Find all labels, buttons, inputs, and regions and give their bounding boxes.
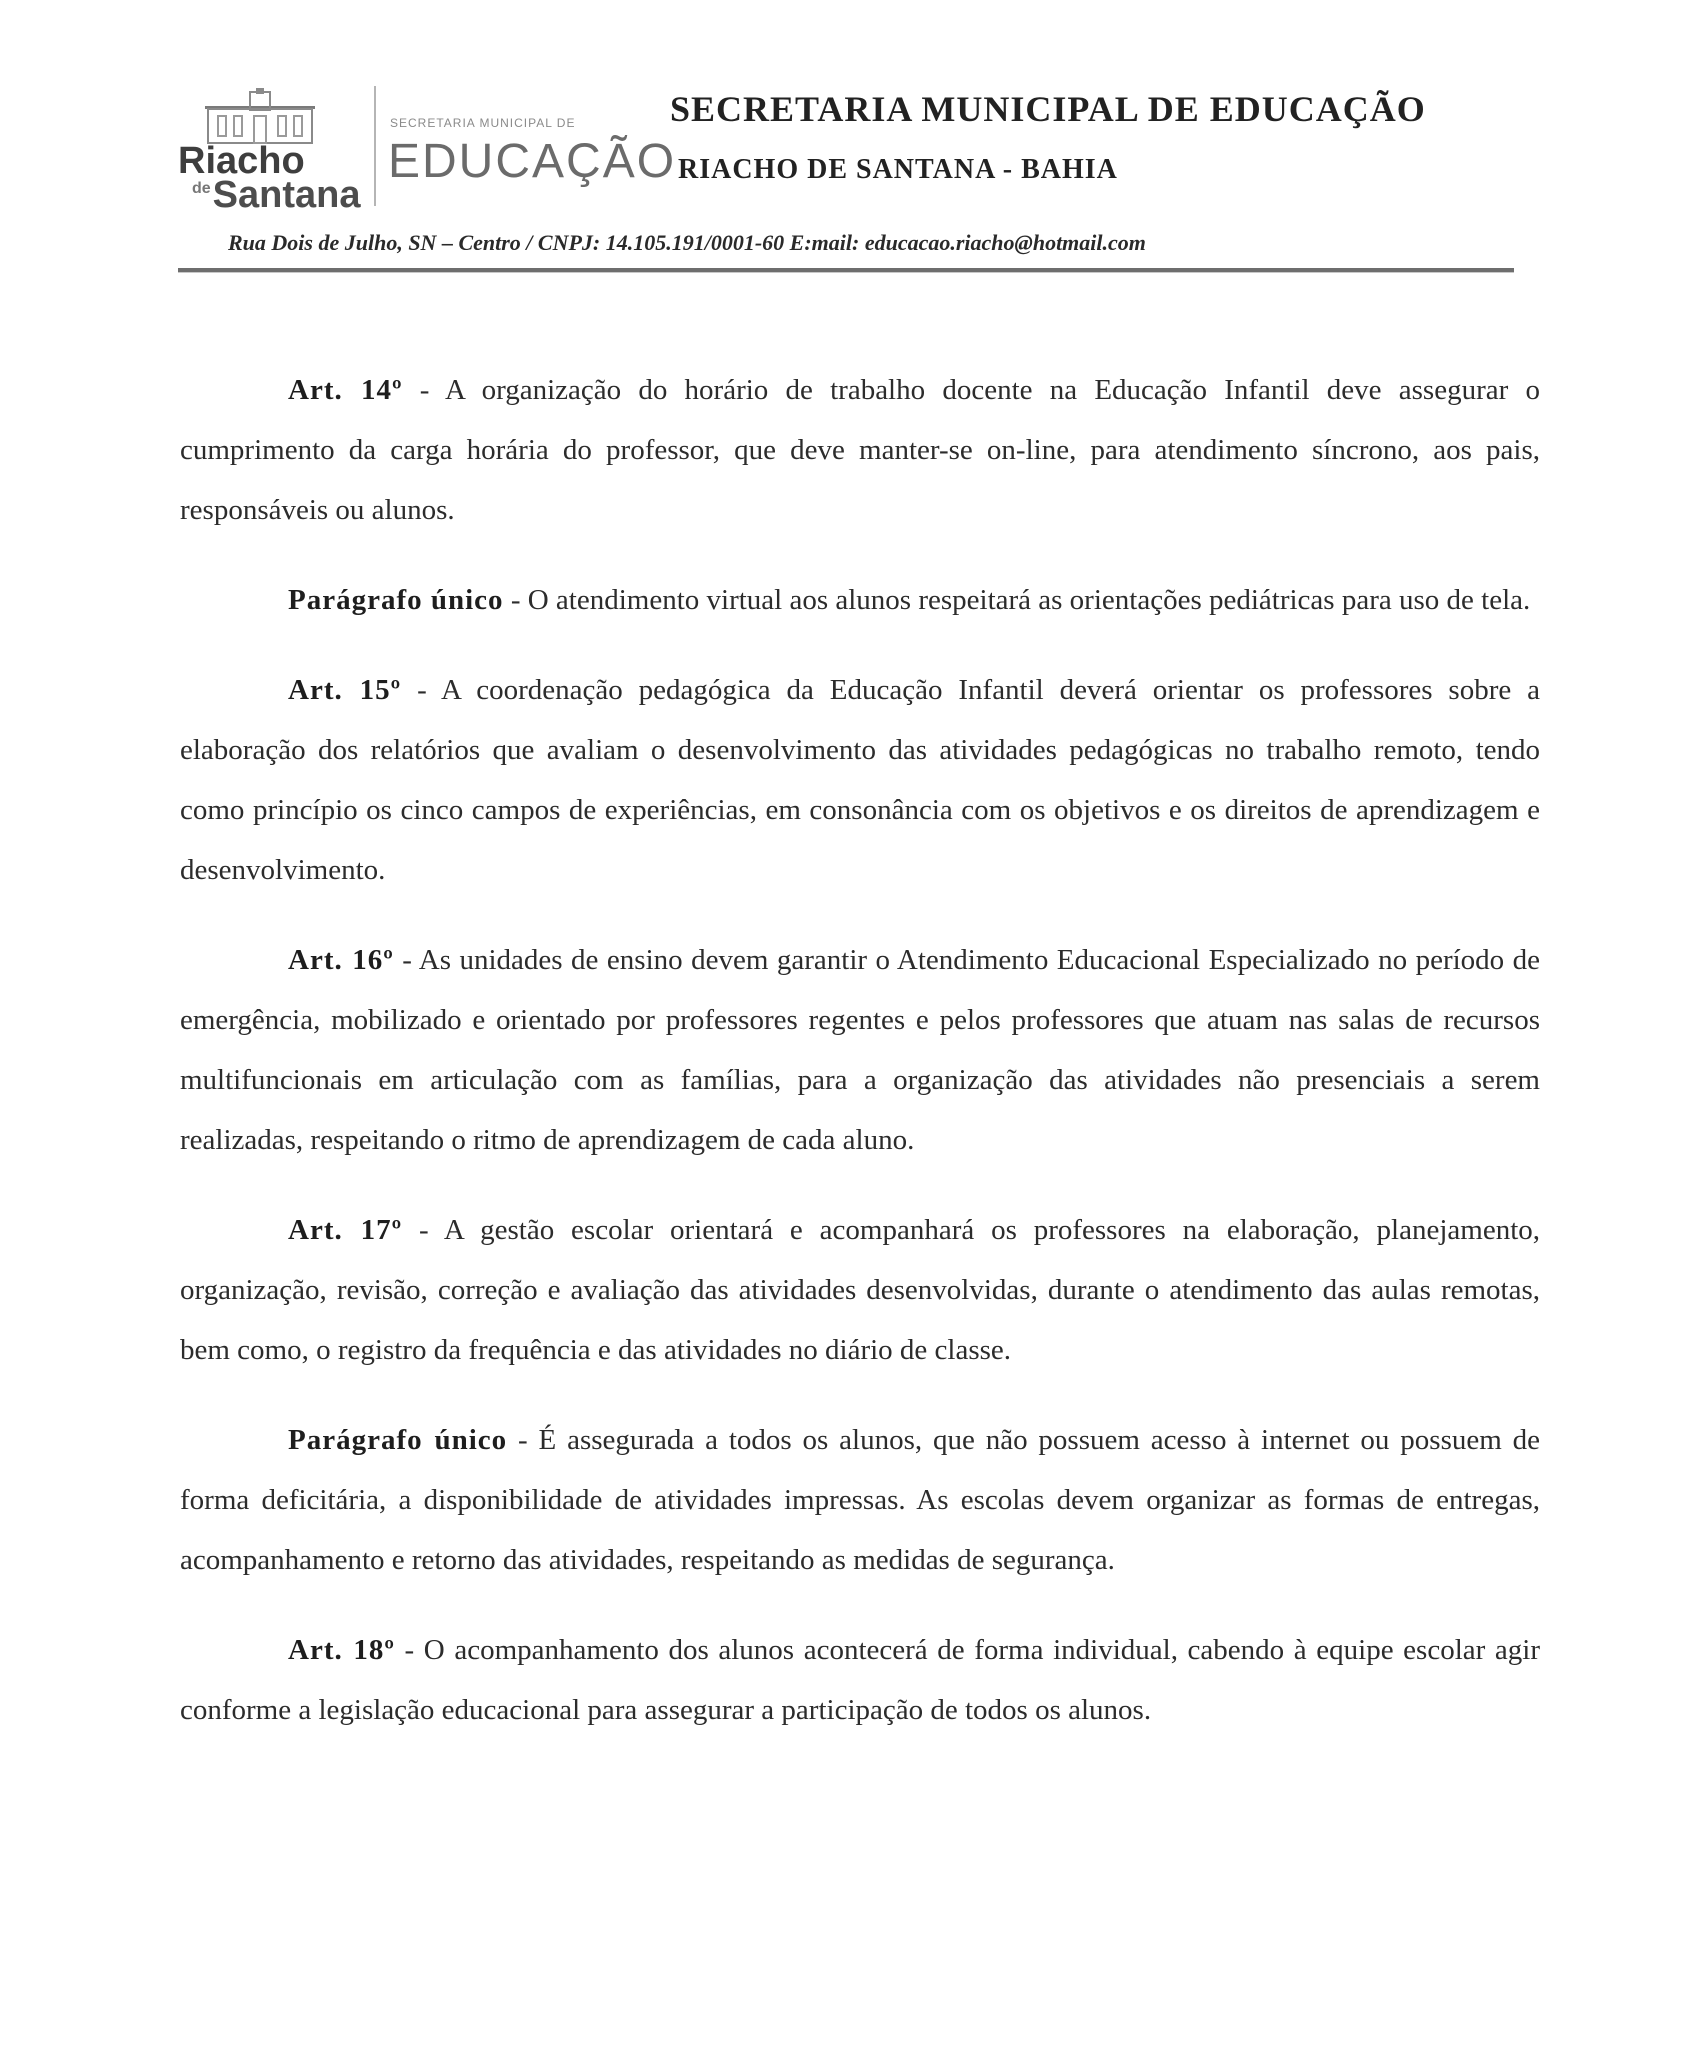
article-17 [180, 1200, 1540, 1380]
article-16 [180, 930, 1540, 1170]
logo-town-line1: Riacho [178, 140, 305, 182]
logo-secretaria-label: SECRETARIA MUNICIPAL DE [390, 116, 576, 130]
header-subtitle: RIACHO DE SANTANA - BAHIA [678, 154, 1118, 185]
article-text: - A coordenação pedagógica da Educação Infantil deverá orientar os professores sobre a elaboração dos relatórios que avaliam o desenvolvimento das atividades pedagógicas no trabalho remoto, tendo como princípio os cinco campos de experiências, em consonância com os objetivos e os direitos de aprendizagem e desenvolvimento. [180, 674, 1540, 886]
article-text: - O atendimento virtual aos alunos respeitará as orientações pediátricas para uso de tela. [503, 584, 1531, 616]
letterhead [178, 80, 1518, 220]
logo-divider [374, 86, 376, 206]
article-lead: Parágrafo único [288, 1424, 508, 1456]
logo-town-line2 [192, 176, 361, 222]
header-address: Rua Dois de Julho, SN – Centro / CNPJ: 14.105.191/0001-60 E:mail: educacao.riacho@hotmail.com [228, 230, 1146, 255]
article-lead: Art. 17º [288, 1214, 403, 1246]
article-text: - A gestão escolar orientará e acompanhará os professores na elaboração, planejamento, organização, revisão, correção e avaliação das atividades desenvolvidas, durante o atendimento das aulas remotas, bem como, o registro da frequência e das atividades no diário de classe. [180, 1214, 1541, 1366]
header-rule [178, 268, 1514, 273]
town-logo [178, 86, 361, 216]
article-lead: Art. 18º [288, 1634, 395, 1666]
document-body [180, 360, 1540, 1770]
article-text: - As unidades de ensino devem garantir o Atendimento Educacional Especializado no período de emergência, mobilizado e orientado por professores regentes e pelos professores que atuam nas salas de recursos multifuncionais em articulação com as famílias, para a organização das atividades não presenciais a serem realizadas, respeitando o ritmo de aprendizagem de cada aluno. [180, 944, 1541, 1156]
header-title: SECRETARIA MUNICIPAL DE EDUCAÇÃO [670, 89, 1426, 129]
article-lead: Art. 15º [288, 674, 402, 706]
article-text: - O acompanhamento dos alunos acontecerá de forma individual, cabendo à equipe escolar agir conforme a legislação educacional para assegurar a participação de todos os alunos. [180, 1634, 1540, 1726]
logo-town-prefix: de [192, 180, 211, 197]
article-14 [180, 360, 1540, 540]
article-lead: Art. 16º [288, 944, 394, 976]
paragraph-unico-1 [180, 570, 1540, 630]
article-15 [180, 660, 1540, 900]
building-icon [200, 86, 320, 146]
logo-educacao-label: EDUCAÇÃO [388, 135, 677, 188]
paragraph-unico-2 [180, 1410, 1540, 1590]
article-text: - É assegurada a todos os alunos, que não possuem acesso à internet ou possuem de forma deficitária, a disponibilidade de atividades impressas. As escolas devem organizar as formas de entregas, acompanhamento e retorno das atividades, respeitando as medidas de segurança. [180, 1424, 1540, 1576]
article-lead: Parágrafo único [288, 584, 504, 616]
article-lead: Art. 14º [288, 374, 403, 406]
article-18 [180, 1620, 1540, 1740]
article-text: - A organização do horário de trabalho docente na Educação Infantil deve assegurar o cumprimento da carga horária do professor, que deve manter-se on-line, para atendimento síncrono, aos pais, responsáveis ou alunos. [180, 374, 1540, 526]
logo-town-name: Santana [212, 174, 361, 216]
